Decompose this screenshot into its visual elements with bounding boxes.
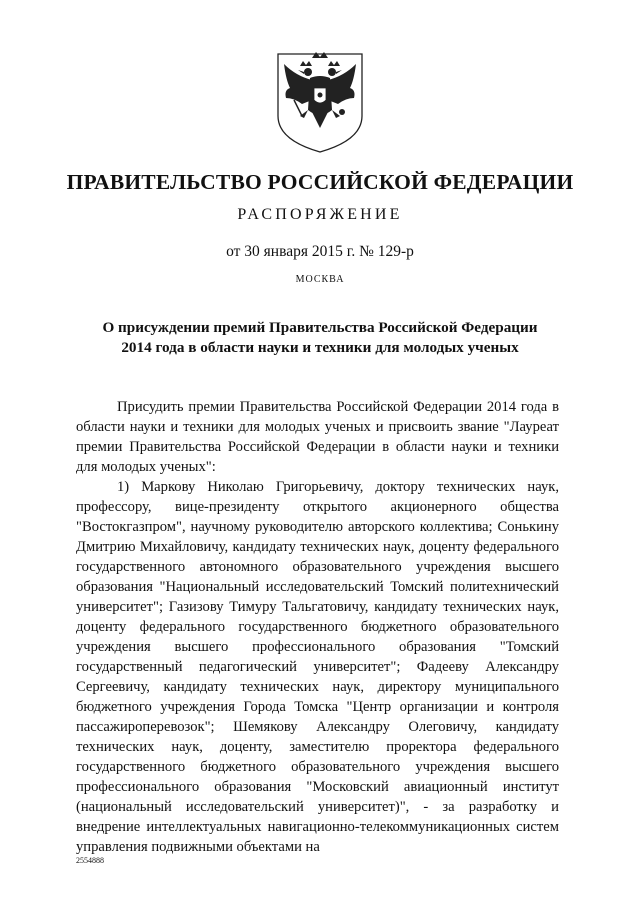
title-line-2: 2014 года в области науки и техники для молодых ученых: [121, 339, 519, 356]
document-body: [76, 397, 559, 857]
document-code: 2554888: [76, 856, 104, 865]
city: МОСКВА: [295, 274, 345, 285]
document-title: [0, 318, 640, 358]
item-1-paragraph: 1) Маркову Николаю Григорьевичу, доктору технических наук, профессору, вице-президенту открытого акционерного общества "Востокгазпром", научному руководителю авторского коллектива; Сонькину Дмитрию Михайловичу, кандидату технических наук, доценту федерального государственного автономного образовательного учреждения высшего образования "Национальный исследовательский Томский политехнический университет"; Газизову Тимуру Тальгатовичу, кандидату технических наук, доценту федерального государственного бюджетного образовательного учреждения высшего профессионального образования "Томский государственный педагогический университет"; Фадееву Александру Сергеевичу, кандидату технических наук, директору муниципального бюджетного учреждения Города Томска "Центр организации и контроля пассажироперевозок"; Шемякову Александру Олеговичу, кандидату технических наук, доценту, заместителю проректора федерального государственного бюджетного образовательного учреждения высшего профессионального образования "Московский авиационный институт (национальный исследовательский университет)", - за разработку и внедрение интеллектуальных навигационно-телекоммуникационных систем управления подвижными объектами на: [76, 479, 559, 855]
date-and-number: от 30 января 2015 г. № 129-р: [226, 243, 414, 260]
title-line-1: О присуждении премий Правительства Российской Федерации: [102, 319, 538, 336]
coat-of-arms-emblem: [272, 50, 368, 154]
government-name: ПРАВИТЕЛЬСТВО РОССИЙСКОЙ ФЕДЕРАЦИИ: [66, 170, 574, 194]
intro-paragraph: Присудить премии Правительства Российской Федерации 2014 года в области науки и техники для молодых ученых и присвоить звание "Лауреат премии Правительства Российской Федерации в области науки и техники для молодых ученых":: [76, 399, 559, 475]
document-type: РАСПОРЯЖЕНИЕ: [237, 206, 403, 223]
